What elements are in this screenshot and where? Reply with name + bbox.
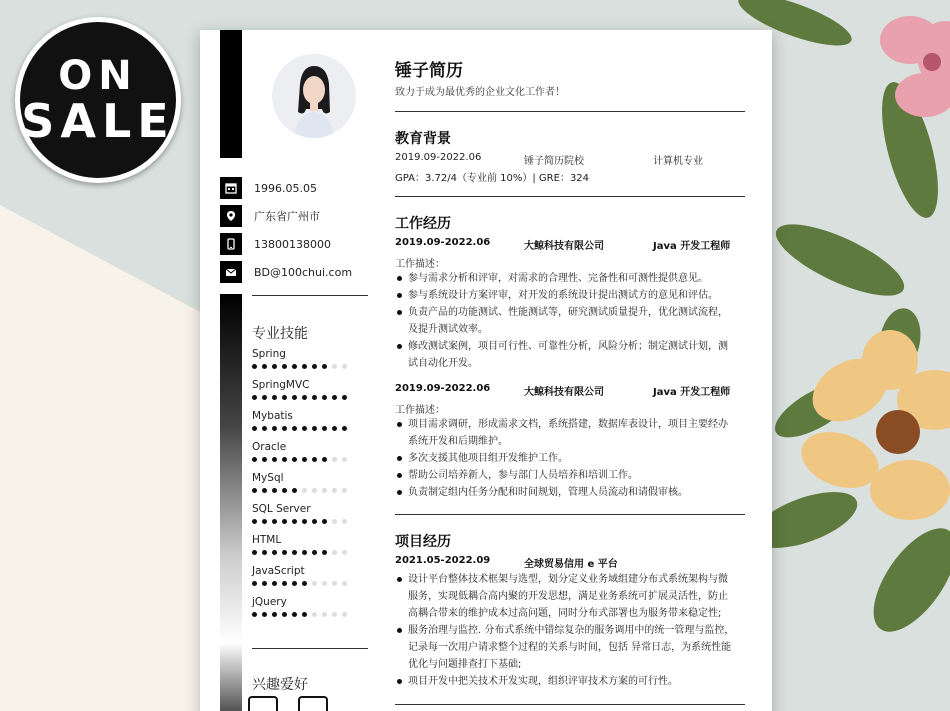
skill-dot: [262, 364, 267, 369]
job-company: 大鲸科技有限公司: [524, 387, 604, 398]
skill-dot: [252, 550, 257, 555]
skill-dot: [292, 612, 297, 617]
skill-dot: [282, 612, 287, 617]
skill-dot: [262, 612, 267, 617]
education-period: 2019.09-2022.06: [395, 152, 482, 163]
skill-dot: [302, 395, 307, 400]
job-duty: 参与需求分析和评审，对需求的合理性、完备性和可测性提供意见。: [395, 270, 735, 287]
skill-dot: [262, 488, 267, 493]
skill-dot: [342, 457, 347, 462]
skill-dot: [332, 426, 337, 431]
skill-dot: [262, 550, 267, 555]
skill-dot: [322, 612, 327, 617]
job-duty: 负责产品的功能测试、性能测试等，研究测试质量提升，优化测试流程，及提升测试效率。: [395, 304, 735, 338]
skill-dot: [292, 364, 297, 369]
education-major: 计算机专业: [653, 156, 703, 167]
skill-item: [252, 408, 372, 439]
skill-dot: [262, 395, 267, 400]
hobby-music-icon: [298, 696, 328, 711]
mail-icon: [220, 261, 242, 283]
skill-dot: [272, 395, 277, 400]
skill-dot: [332, 364, 337, 369]
skill-dot: [342, 550, 347, 555]
skill-dot: [322, 395, 327, 400]
skill-item: [252, 501, 372, 532]
skill-dot: [332, 457, 337, 462]
skill-dot: [252, 612, 257, 617]
contact-birthday: [220, 174, 370, 202]
skill-level-dots: [252, 519, 372, 524]
skill-dot: [282, 395, 287, 400]
skill-dot: [272, 488, 277, 493]
skill-dot: [342, 395, 347, 400]
contact-text: BD@100chui.com: [254, 265, 353, 279]
project-item: 设计平台整体技术框架与选型，划分定义业务域组建分布式系统架构与微服务，实现低耦合高内聚的开发思想，满足业务系统可扩展灵活性，防止高耦合带来的维护成本过高问题，同时分布式部署也为服务带来稳定性;: [395, 571, 735, 622]
skill-dot: [272, 581, 277, 586]
location-icon: [220, 205, 242, 227]
project-item: 项目开发中把关技术开发实现，组织评审技术方案的可行性。: [395, 673, 735, 690]
skill-dot: [322, 457, 327, 462]
job-role: Java 开发工程师: [653, 241, 731, 252]
job-role: Java 开发工程师: [653, 387, 731, 398]
skill-dot: [312, 395, 317, 400]
skill-level-dots: [252, 581, 372, 586]
side-accent-bar-gradient: [220, 294, 242, 711]
skill-dot: [322, 550, 327, 555]
contact-phone: [220, 230, 370, 258]
skill-item: [252, 346, 372, 377]
skill-dot: [262, 581, 267, 586]
skill-dot: [272, 612, 277, 617]
skill-item: [252, 594, 372, 625]
skill-dot: [282, 519, 287, 524]
skill-dot: [332, 612, 337, 617]
skill-dot: [312, 488, 317, 493]
skill-dot: [272, 519, 277, 524]
project-item: 服务治理与监控. 分布式系统中错综复杂的服务调用中的统一管理与监控，记录每一次用户请求整个过程的关系与时间，包括 异常日志，为系统性能优化与问题排查打下基础;: [395, 622, 735, 673]
skill-dot: [282, 581, 287, 586]
skill-dot: [282, 426, 287, 431]
skill-item: [252, 563, 372, 594]
skill-dot: [322, 426, 327, 431]
skill-level-dots: [252, 488, 372, 493]
sidebar-divider: [252, 295, 368, 296]
skill-dot: [342, 364, 347, 369]
skill-item: [252, 377, 372, 408]
skill-level-dots: [252, 426, 372, 431]
skill-dot: [312, 550, 317, 555]
job-duty: 参与系统设计方案评审，对开发的系统设计提出测试方的意见和评估。: [395, 287, 735, 304]
skill-dot: [302, 426, 307, 431]
skill-name: Spring: [252, 348, 286, 360]
sidebar-divider: [252, 648, 368, 649]
skill-level-dots: [252, 395, 372, 400]
section-divider: [395, 111, 745, 112]
contact-list: [220, 174, 370, 286]
skill-level-dots: [252, 364, 372, 369]
job-desc-label: 工作描述：: [395, 405, 445, 416]
contact-text: 1996.05.05: [254, 181, 317, 195]
skill-dot: [342, 488, 347, 493]
skill-name: Oracle: [252, 441, 287, 453]
skill-dot: [342, 426, 347, 431]
skill-name: JavaScript: [252, 565, 305, 577]
skill-dot: [272, 457, 277, 462]
skill-dot: [312, 519, 317, 524]
skill-dot: [342, 612, 347, 617]
skill-dot: [282, 550, 287, 555]
job-duty: 帮助公司培养新人，参与部门人员培养和培训工作。: [395, 467, 735, 484]
project-title: 项目经历: [395, 534, 451, 550]
skill-dot: [322, 364, 327, 369]
job-duties: [395, 270, 735, 372]
skill-dot: [312, 581, 317, 586]
avatar-portrait: [272, 54, 356, 138]
skill-dot: [332, 519, 337, 524]
skill-dot: [332, 550, 337, 555]
contact-text: 广东省广州市: [254, 210, 320, 223]
skill-level-dots: [252, 612, 372, 617]
hobby-title: 兴趣爱好: [252, 677, 308, 693]
skill-name: SQL Server: [252, 503, 311, 515]
skill-name: SpringMVC: [252, 379, 310, 391]
skill-dot: [282, 488, 287, 493]
section-divider: [395, 704, 745, 705]
skill-dot: [272, 364, 277, 369]
skill-dot: [312, 457, 317, 462]
work-title: 工作经历: [395, 216, 451, 232]
skill-dot: [292, 488, 297, 493]
on-sale-badge: [15, 17, 181, 183]
skill-dot: [272, 550, 277, 555]
contact-email: [220, 258, 370, 286]
skill-dot: [302, 519, 307, 524]
skill-dot: [292, 457, 297, 462]
badge-line-1: ON: [58, 52, 138, 99]
skill-dot: [252, 488, 257, 493]
skill-item: [252, 532, 372, 563]
skill-item: [252, 439, 372, 470]
skill-dot: [322, 519, 327, 524]
skill-dot: [302, 612, 307, 617]
skill-level-dots: [252, 457, 372, 462]
side-accent-bar-top: [220, 30, 242, 158]
skill-dot: [312, 426, 317, 431]
skill-dot: [322, 581, 327, 586]
calendar-icon: [220, 177, 242, 199]
skill-dot: [322, 488, 327, 493]
skill-dot: [292, 550, 297, 555]
education-title: 教育背景: [395, 131, 451, 147]
skill-item: [252, 470, 372, 501]
job-duty: 负责制定组内任务分配和时间规划，管理人员流动和请假审核。: [395, 484, 735, 501]
skill-dot: [302, 488, 307, 493]
skill-dot: [282, 457, 287, 462]
education-gpa: GPA：3.72/4（专业前 10%）| GRE：324: [395, 173, 590, 184]
skill-dot: [292, 426, 297, 431]
section-divider: [395, 514, 745, 515]
job-period: 2019.09-2022.06: [395, 237, 491, 248]
skill-dot: [292, 395, 297, 400]
skill-dot: [282, 364, 287, 369]
skill-dot: [272, 426, 277, 431]
phone-icon: [220, 233, 242, 255]
skill-dot: [252, 457, 257, 462]
section-divider: [395, 196, 745, 197]
skill-dot: [312, 612, 317, 617]
avatar: [272, 54, 356, 138]
skill-dot: [262, 426, 267, 431]
skills-title: 专业技能: [252, 326, 308, 342]
job-duties: [395, 416, 735, 501]
resume-paper: [200, 30, 772, 711]
resume-name: 锤子简历: [395, 61, 463, 81]
skill-dot: [292, 581, 297, 586]
skill-dot: [252, 519, 257, 524]
badge-line-2: SALE: [21, 93, 175, 148]
skill-dot: [312, 364, 317, 369]
skill-level-dots: [252, 550, 372, 555]
skill-dot: [302, 364, 307, 369]
skill-name: Mybatis: [252, 410, 293, 422]
job-duty: 多次支援其他项目组开发维护工作。: [395, 450, 735, 467]
skill-name: MySql: [252, 472, 284, 484]
skill-dot: [252, 364, 257, 369]
skill-dot: [302, 457, 307, 462]
skill-dot: [332, 395, 337, 400]
skill-dot: [262, 519, 267, 524]
contact-location: [220, 202, 370, 230]
contact-text: 13800138000: [254, 237, 331, 251]
project-name: 全球贸易信用 e 平台: [524, 559, 618, 570]
skill-dot: [252, 395, 257, 400]
job-desc-label: 工作描述：: [395, 259, 445, 270]
skill-dot: [332, 488, 337, 493]
skill-name: jQuery: [252, 596, 287, 608]
job-duty: 修改测试案例，项目可行性、可靠性分析，风险分析；制定测试计划，测试自动化开发。: [395, 338, 735, 372]
hobby-book-icon: [248, 696, 278, 711]
job-duty: 项目需求调研，形成需求文档，系统搭建，数据库表设计，项目主要经办系统开发和后期维护。: [395, 416, 735, 450]
skill-dot: [252, 426, 257, 431]
skill-name: HTML: [252, 534, 282, 546]
skill-dot: [342, 581, 347, 586]
project-period: 2021.05-2022.09: [395, 555, 491, 566]
skill-dot: [302, 550, 307, 555]
education-school: 锤子简历院校: [524, 156, 584, 167]
skill-dot: [292, 519, 297, 524]
skill-dot: [332, 581, 337, 586]
skill-dot: [342, 519, 347, 524]
skill-dot: [302, 581, 307, 586]
skill-dot: [262, 457, 267, 462]
skills-list: [252, 346, 372, 625]
job-period: 2019.09-2022.06: [395, 383, 491, 394]
project-items: [395, 571, 735, 690]
job-company: 大鲸科技有限公司: [524, 241, 604, 252]
skill-dot: [252, 581, 257, 586]
resume-motto: 致力于成为最优秀的企业文化工作者！: [395, 87, 565, 98]
